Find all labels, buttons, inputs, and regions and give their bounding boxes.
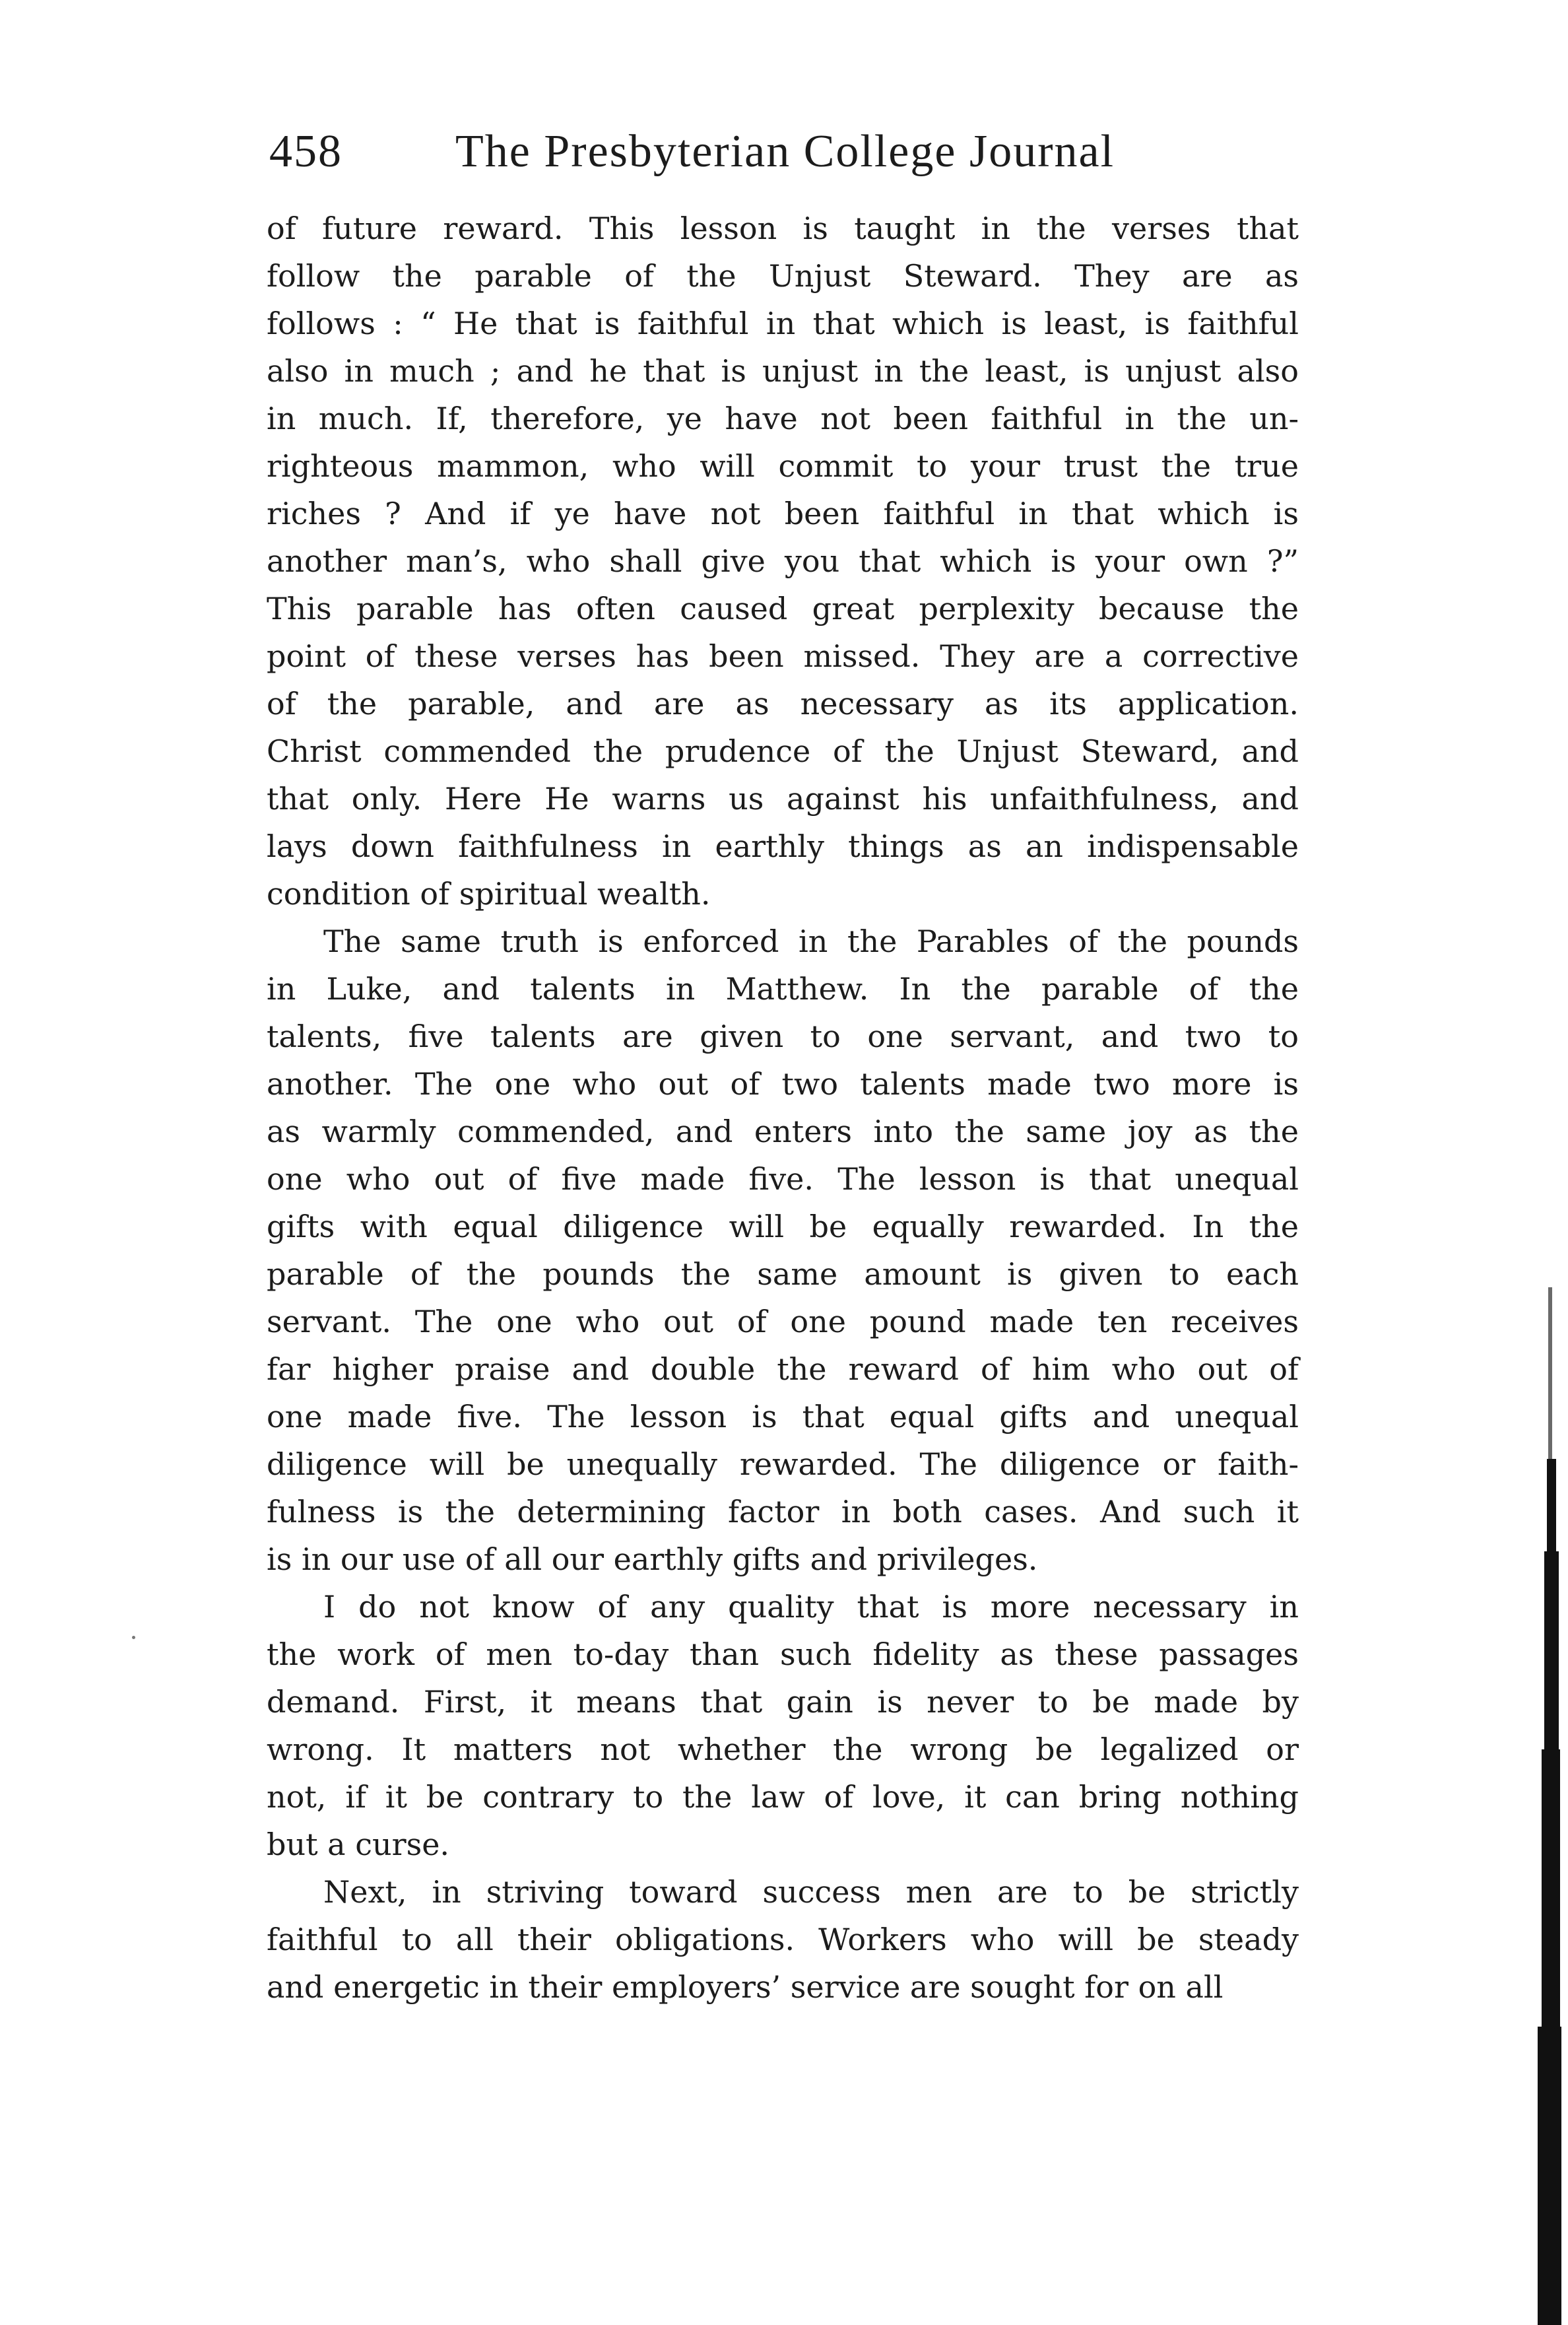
scan-edge-artifact (1547, 1459, 1556, 1551)
text-line: servant. The one who out of one pound made ten receives (267, 1304, 1299, 1339)
text-line: follow the parable of the Unjust Steward. They are as (267, 258, 1299, 294)
text-line: of future reward. This lesson is taught in the verses that (267, 211, 1299, 246)
text-line: far higher praise and double the reward of him who out of (267, 1351, 1299, 1387)
text-line: not, if it be contrary to the law of love, it can bring nothing (267, 1779, 1299, 1815)
text-line: another man’s, who shall give you that which is your own ?” (267, 543, 1299, 579)
text-line: diligence will be unequally rewarded. The diligence or faith- (267, 1446, 1299, 1482)
text-line: follows : “ He that is faithful in that which is least, is faithful (267, 306, 1299, 341)
text-line: the work of men to-day than such fidelity as these passages (267, 1636, 1299, 1672)
text-line: also in much ; and he that is unjust in the least, is unjust also (267, 353, 1299, 389)
scan-edge-artifact (1542, 1749, 1560, 2027)
text-line: one made five. The lesson is that equal gifts and unequal (267, 1399, 1299, 1434)
text-line: condition of spiritual wealth. (267, 876, 711, 912)
text-line: fulness is the determining factor in both cases. And such it (267, 1494, 1299, 1530)
scan-speck (132, 1636, 135, 1639)
page-header (269, 125, 1299, 191)
text-line: I do not know of any quality that is more necessary in (323, 1589, 1299, 1625)
text-line: is in our use of all our earthly gifts and privileges. (267, 1541, 1038, 1577)
paragraph (267, 918, 1299, 1583)
text-line: gifts with equal diligence will be equally rewarded. In the (267, 1209, 1299, 1244)
scan-edge-artifact (1548, 1287, 1552, 1459)
text-line: lays down faithfulness in earthly things as an indispensable (267, 828, 1299, 864)
text-line: talents, five talents are given to one servant, and two to (267, 1019, 1299, 1054)
text-line: of the parable, and are as necessary as its application. (267, 686, 1299, 722)
text-line: in much. If, therefore, ye have not been faithful in the un- (267, 401, 1299, 436)
text-line: as warmly commended, and enters into the same joy as the (267, 1114, 1299, 1149)
text-line: one who out of five made five. The lesson is that unequal (267, 1161, 1299, 1197)
text-line: parable of the pounds the same amount is given to each (267, 1256, 1299, 1292)
text-line: that only. Here He warns us against his unfaithfulness, and (267, 781, 1299, 817)
running-title: The Presbyterian College Journal (455, 126, 1115, 177)
text-line: and energetic in their employers’ service are sought for on all (267, 1969, 1224, 2005)
scan-edge-artifact (1538, 2027, 1561, 2325)
text-line: riches ? And if ye have not been faithful in that which is (267, 496, 1299, 531)
text-line: in Luke, and talents in Matthew. In the parable of the (267, 971, 1299, 1007)
text-line: Next, in striving toward success men are to be strictly (323, 1874, 1299, 1910)
paragraph (267, 205, 1299, 918)
page-number: 458 (269, 126, 343, 177)
body-text (267, 205, 1299, 2011)
paragraph (267, 1868, 1299, 2011)
text-line: point of these verses has been missed. They are a corrective (267, 638, 1299, 674)
text-line: demand. First, it means that gain is never to be made by (267, 1684, 1299, 1720)
text-line: but a curse. (267, 1827, 450, 1862)
scan-edge-artifact (1544, 1551, 1559, 1749)
text-line: righteous mammon, who will commit to your trust the true (267, 448, 1299, 484)
text-line: faithful to all their obligations. Workers who will be steady (267, 1922, 1299, 1957)
text-line: Christ commended the prudence of the Unjust Steward, and (267, 733, 1299, 769)
text-line: This parable has often caused great perplexity because the (267, 591, 1299, 626)
text-line: The same truth is enforced in the Parables of the pounds (323, 924, 1299, 959)
paragraph (267, 1583, 1299, 1868)
text-line: another. The one who out of two talents made two more is (267, 1066, 1299, 1102)
text-line: wrong. It matters not whether the wrong be legalized or (267, 1732, 1299, 1767)
